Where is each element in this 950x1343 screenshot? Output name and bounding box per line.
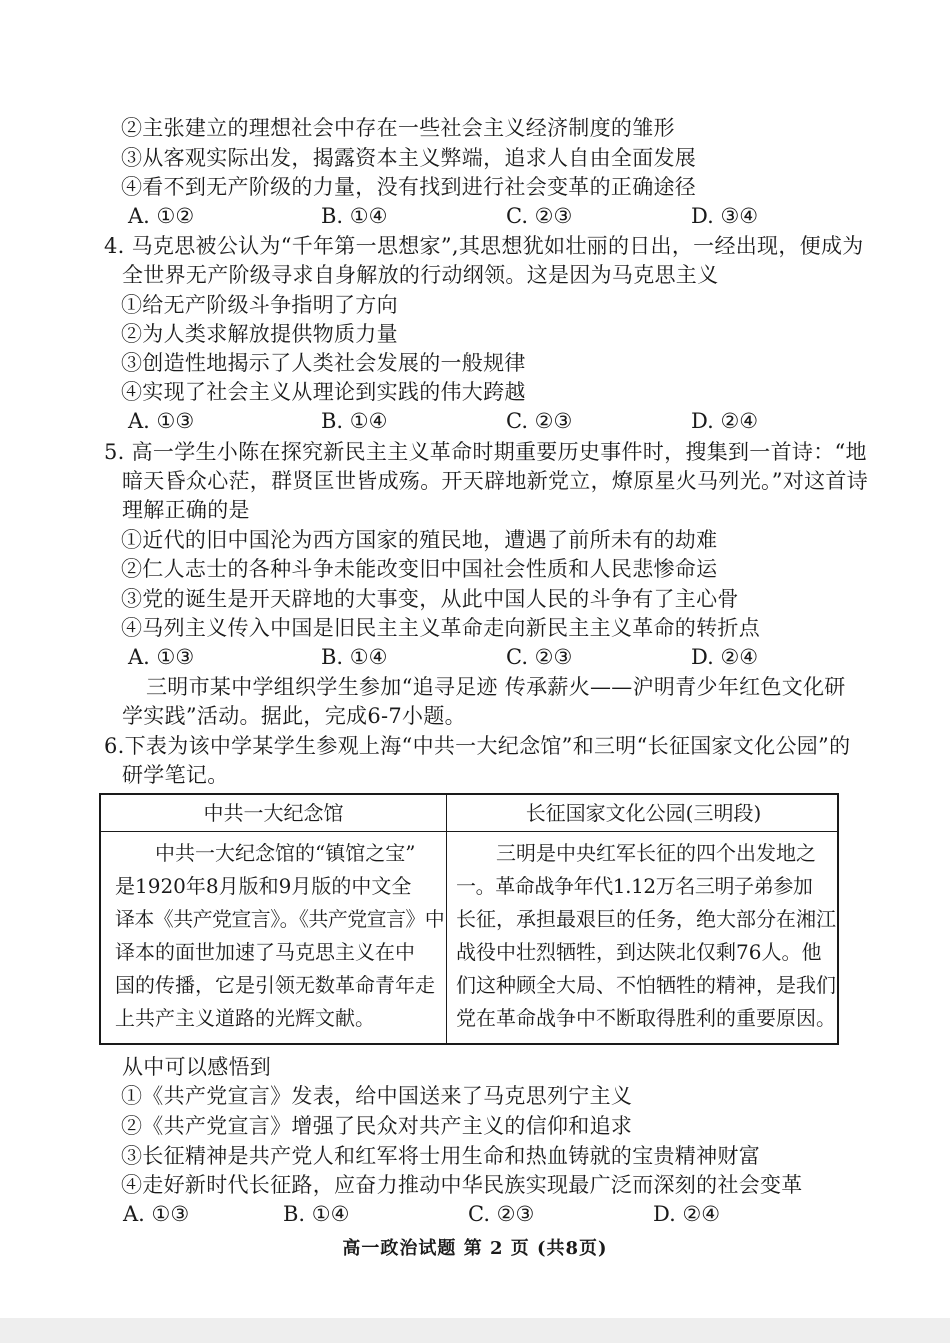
option-d: D. ②④ [691, 409, 759, 433]
q6-item: ③长征精神是共产党人和红军将士用生命和热血铸就的宝贵精神财富 [121, 1144, 760, 1168]
cell-line: 长征，承担最艰巨的任务，绝大部分在湘江 [456, 907, 836, 931]
cell-line: 中共一大纪念馆的“镇馆之宝” [155, 841, 416, 865]
option-d: D. ③④ [691, 204, 759, 228]
q4-item: ②为人类求解放提供物质力量 [121, 322, 398, 346]
q4-item: ③创造性地揭示了人类社会发展的一般规律 [121, 351, 526, 375]
q4-item: ④实现了社会主义从理论到实践的伟大跨越 [121, 380, 526, 404]
scan-bottom-band [0, 1318, 950, 1343]
q3-item: ②主张建立的理想社会中存在一些社会主义经济制度的雏形 [121, 116, 675, 140]
table-divider [101, 831, 837, 832]
option-d: D. ②④ [691, 645, 759, 669]
option-c: C. ②③ [468, 1202, 535, 1226]
table-divider [446, 795, 447, 1043]
option-a: A. ①③ [128, 645, 195, 669]
q6-item: ④走好新时代长征路，应奋力推动中华民族实现最广泛而深刻的社会变革 [121, 1173, 803, 1197]
q4-item: ①给无产阶级斗争指明了方向 [121, 293, 398, 317]
q5-item: ①近代的旧中国沦为西方国家的殖民地，遭遇了前所未有的劫难 [121, 528, 718, 552]
intro-text: 学实践”活动。据此，完成6-7小题。 [122, 704, 466, 728]
table-cell-left [115, 837, 445, 1035]
cell-line: 战役中壮烈牺牲，到达陕北仅剩76人。他 [456, 940, 822, 964]
q5-stem: 理解正确的是 [122, 498, 250, 522]
q3-item: ④看不到无产阶级的力量，没有找到进行社会变革的正确途径 [121, 175, 697, 199]
option-b: B. ①④ [321, 409, 388, 433]
option-c: C. ②③ [506, 204, 573, 228]
q4-options [128, 406, 828, 436]
q6-options [123, 1199, 828, 1229]
q5-item: ②仁人志士的各种斗争未能改变旧中国社会性质和人民悲惨命运 [121, 557, 718, 581]
q6-lead: 从中可以感悟到 [122, 1055, 272, 1079]
study-notes-table [99, 793, 839, 1045]
cell-line: 译本《共产党宣言》。《共产党宣言》中 [115, 907, 445, 931]
q4-stem: 4. 马克思被公认为“千年第一思想家”,其思想犹如壮丽的日出，一经出现，便成为 [104, 234, 864, 258]
option-b: B. ①④ [283, 1202, 350, 1226]
option-b: B. ①④ [321, 645, 388, 669]
intro-text: 三明市某中学组织学生参加“追寻足迹 传承薪火——沪明青少年红色文化研 [146, 675, 846, 699]
cell-line: 译本的面世加速了马克思主义在中 [115, 940, 415, 964]
table-header: 长征国家文化公园(三明段) [525, 801, 762, 825]
table-cell-right [456, 837, 834, 1035]
q6-stem: 6.下表为该中学某学生参观上海“中共一大纪念馆”和三明“长征国家文化公园”的 [104, 734, 851, 758]
table-header: 中共一大纪念馆 [203, 801, 344, 825]
cell-line: 们这种顾全大局、不怕牺牲的精神，是我们 [456, 973, 836, 997]
page-footer: 高一政治试题 第 2 页 (共8页) [342, 1238, 608, 1259]
q4-stem: 全世界无产阶级寻求自身解放的行动纲领。这是因为马克思主义 [122, 263, 719, 287]
q3-item: ③从客观实际出发，揭露资本主义弊端，追求人自由全面发展 [121, 146, 697, 170]
q5-item: ④马列主义传入中国是旧民主主义革命走向新民主主义革命的转折点 [121, 616, 760, 640]
q5-item: ③党的诞生是开天辟地的大事变，从此中国人民的斗争有了主心骨 [121, 587, 739, 611]
option-a: A. ①② [128, 204, 195, 228]
cell-line: 国的传播，它是引领无数革命青年走 [115, 973, 435, 997]
option-d: D. ②④ [653, 1202, 721, 1226]
option-c: C. ②③ [506, 409, 573, 433]
q6-item: ②《共产党宣言》增强了民众对共产主义的信仰和追求 [121, 1114, 633, 1138]
q5-stem: 5. 高一学生小陈在探究新民主主义革命时期重要历史事件时，搜集到一首诗：“地 [104, 440, 867, 464]
cell-line: 是1920年8月版和9月版的中文全 [115, 874, 412, 898]
cell-line: 党在革命战争中不断取得胜利的重要原因。 [456, 1006, 836, 1030]
option-b: B. ①④ [321, 204, 388, 228]
option-a: A. ①③ [123, 1202, 190, 1226]
cell-line: 上共产主义道路的光辉文献。 [115, 1006, 375, 1030]
option-a: A. ①③ [128, 409, 195, 433]
q6-item: ①《共产党宣言》发表，给中国送来了马克思列宁主义 [121, 1084, 633, 1108]
q5-stem: 暗天昏众心茫，群贤匡世皆成殇。开天辟地新党立，燎原星火马列光。”对这首诗 [122, 469, 869, 493]
option-c: C. ②③ [506, 645, 573, 669]
cell-line: 三明是中央红军长征的四个出发地之 [496, 841, 816, 865]
q3-options [128, 201, 828, 231]
q6-stem: 研学笔记。 [122, 763, 229, 787]
cell-line: 一。革命战争年代1.12万名三明子弟参加 [456, 874, 813, 898]
q5-options [128, 642, 828, 672]
